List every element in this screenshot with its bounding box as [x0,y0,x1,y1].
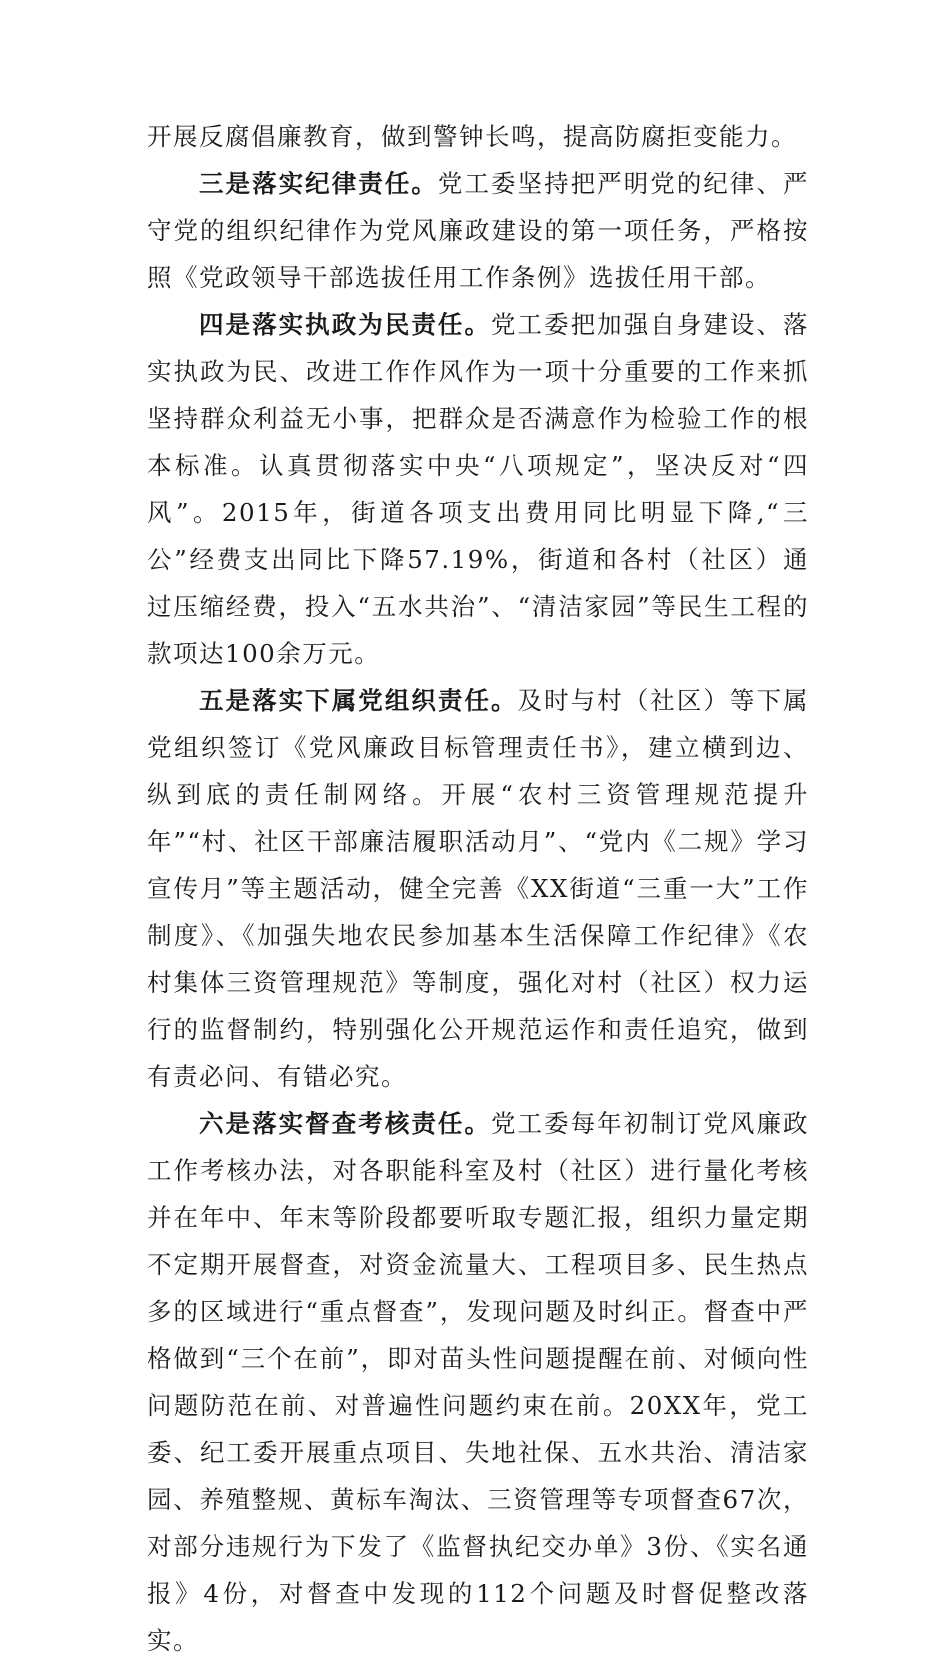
paragraph-5 [147,1100,809,1664]
paragraph-2-text: 党工委坚持把严明党的纪律、严守党的组织纪律作为党风廉政建设的第一项任务，严格按照《党政领导干部选拔任用工作条例》选拔任用干部。 [147,169,810,292]
paragraph-2 [147,160,809,301]
paragraph-3-lead: 四是落实执政为民责任。 [199,310,491,339]
paragraph-2-lead: 三是落实纪律责任。 [199,169,438,198]
paragraph-3 [147,301,809,677]
paragraph-4-text: 及时与村（社区）等下属党组织签订《党风廉政目标管理责任书》，建立横到边、纵到底的责任制网络。开展“农村三资管理规范提升年”“村、社区干部廉洁履职活动月”、“党内《二规》学习宣传月”等主题活动，健全完善《XX街道“三重一大”工作制度》、《加强失地农民参加基本生活保障工作纪律》《农村集体三资管理规范》等制度，强化对村（社区）权力运行的监督制约，特别强化公开规范运作和责任追究，做到有责必问、有错必究。 [147,686,810,1091]
paragraph-1-text: 开展反腐倡廉教育，做到警钟长鸣，提高防腐拒变能力。 [147,122,797,151]
paragraph-4 [147,677,809,1100]
paragraph-4-lead: 五是落实下属党组织责任。 [199,686,518,715]
paragraph-5-lead: 六是落实督查考核责任。 [199,1109,491,1138]
paragraph-5-text: 党工委每年初制订党风廉政工作考核办法，对各职能科室及村（社区）进行量化考核并在年中、年末等阶段都要听取专题汇报，组织力量定期不定期开展督查，对资金流量大、工程项目多、民生热点多的区域进行“重点督查”，发现问题及时纠正。督查中严格做到“三个在前”，即对苗头性问题提醒在前、对倾向性问题防范在前、对普遍性问题约束在前。20XX年，党工委、纪工委开展重点项目、失地社保、五水共治、清洁家园、养殖整规、黄标车淘汰、三资管理等专项督查67次，对部分违规行为下发了《监督执纪交办单》3份、《实名通报》4份，对督查中发现的112个问题及时督促整改落实。 [147,1109,809,1655]
paragraph-1 [147,113,809,160]
paragraph-3-text: 党工委把加强自身建设、落实执政为民、改进工作作风作为一项十分重要的工作来抓坚持群众利益无小事，把群众是否满意作为检验工作的根本标准。认真贯彻落实中央“八项规定”，坚决反对“四风”。2015年，街道各项支出费用同比明显下降,“三公”经费支出同比下降57.19%，街道和各村（社区）通过压缩经费，投入“五水共治”、“清洁家园”等民生工程的款项达100余万元。 [147,310,809,668]
document-page [147,113,809,1664]
